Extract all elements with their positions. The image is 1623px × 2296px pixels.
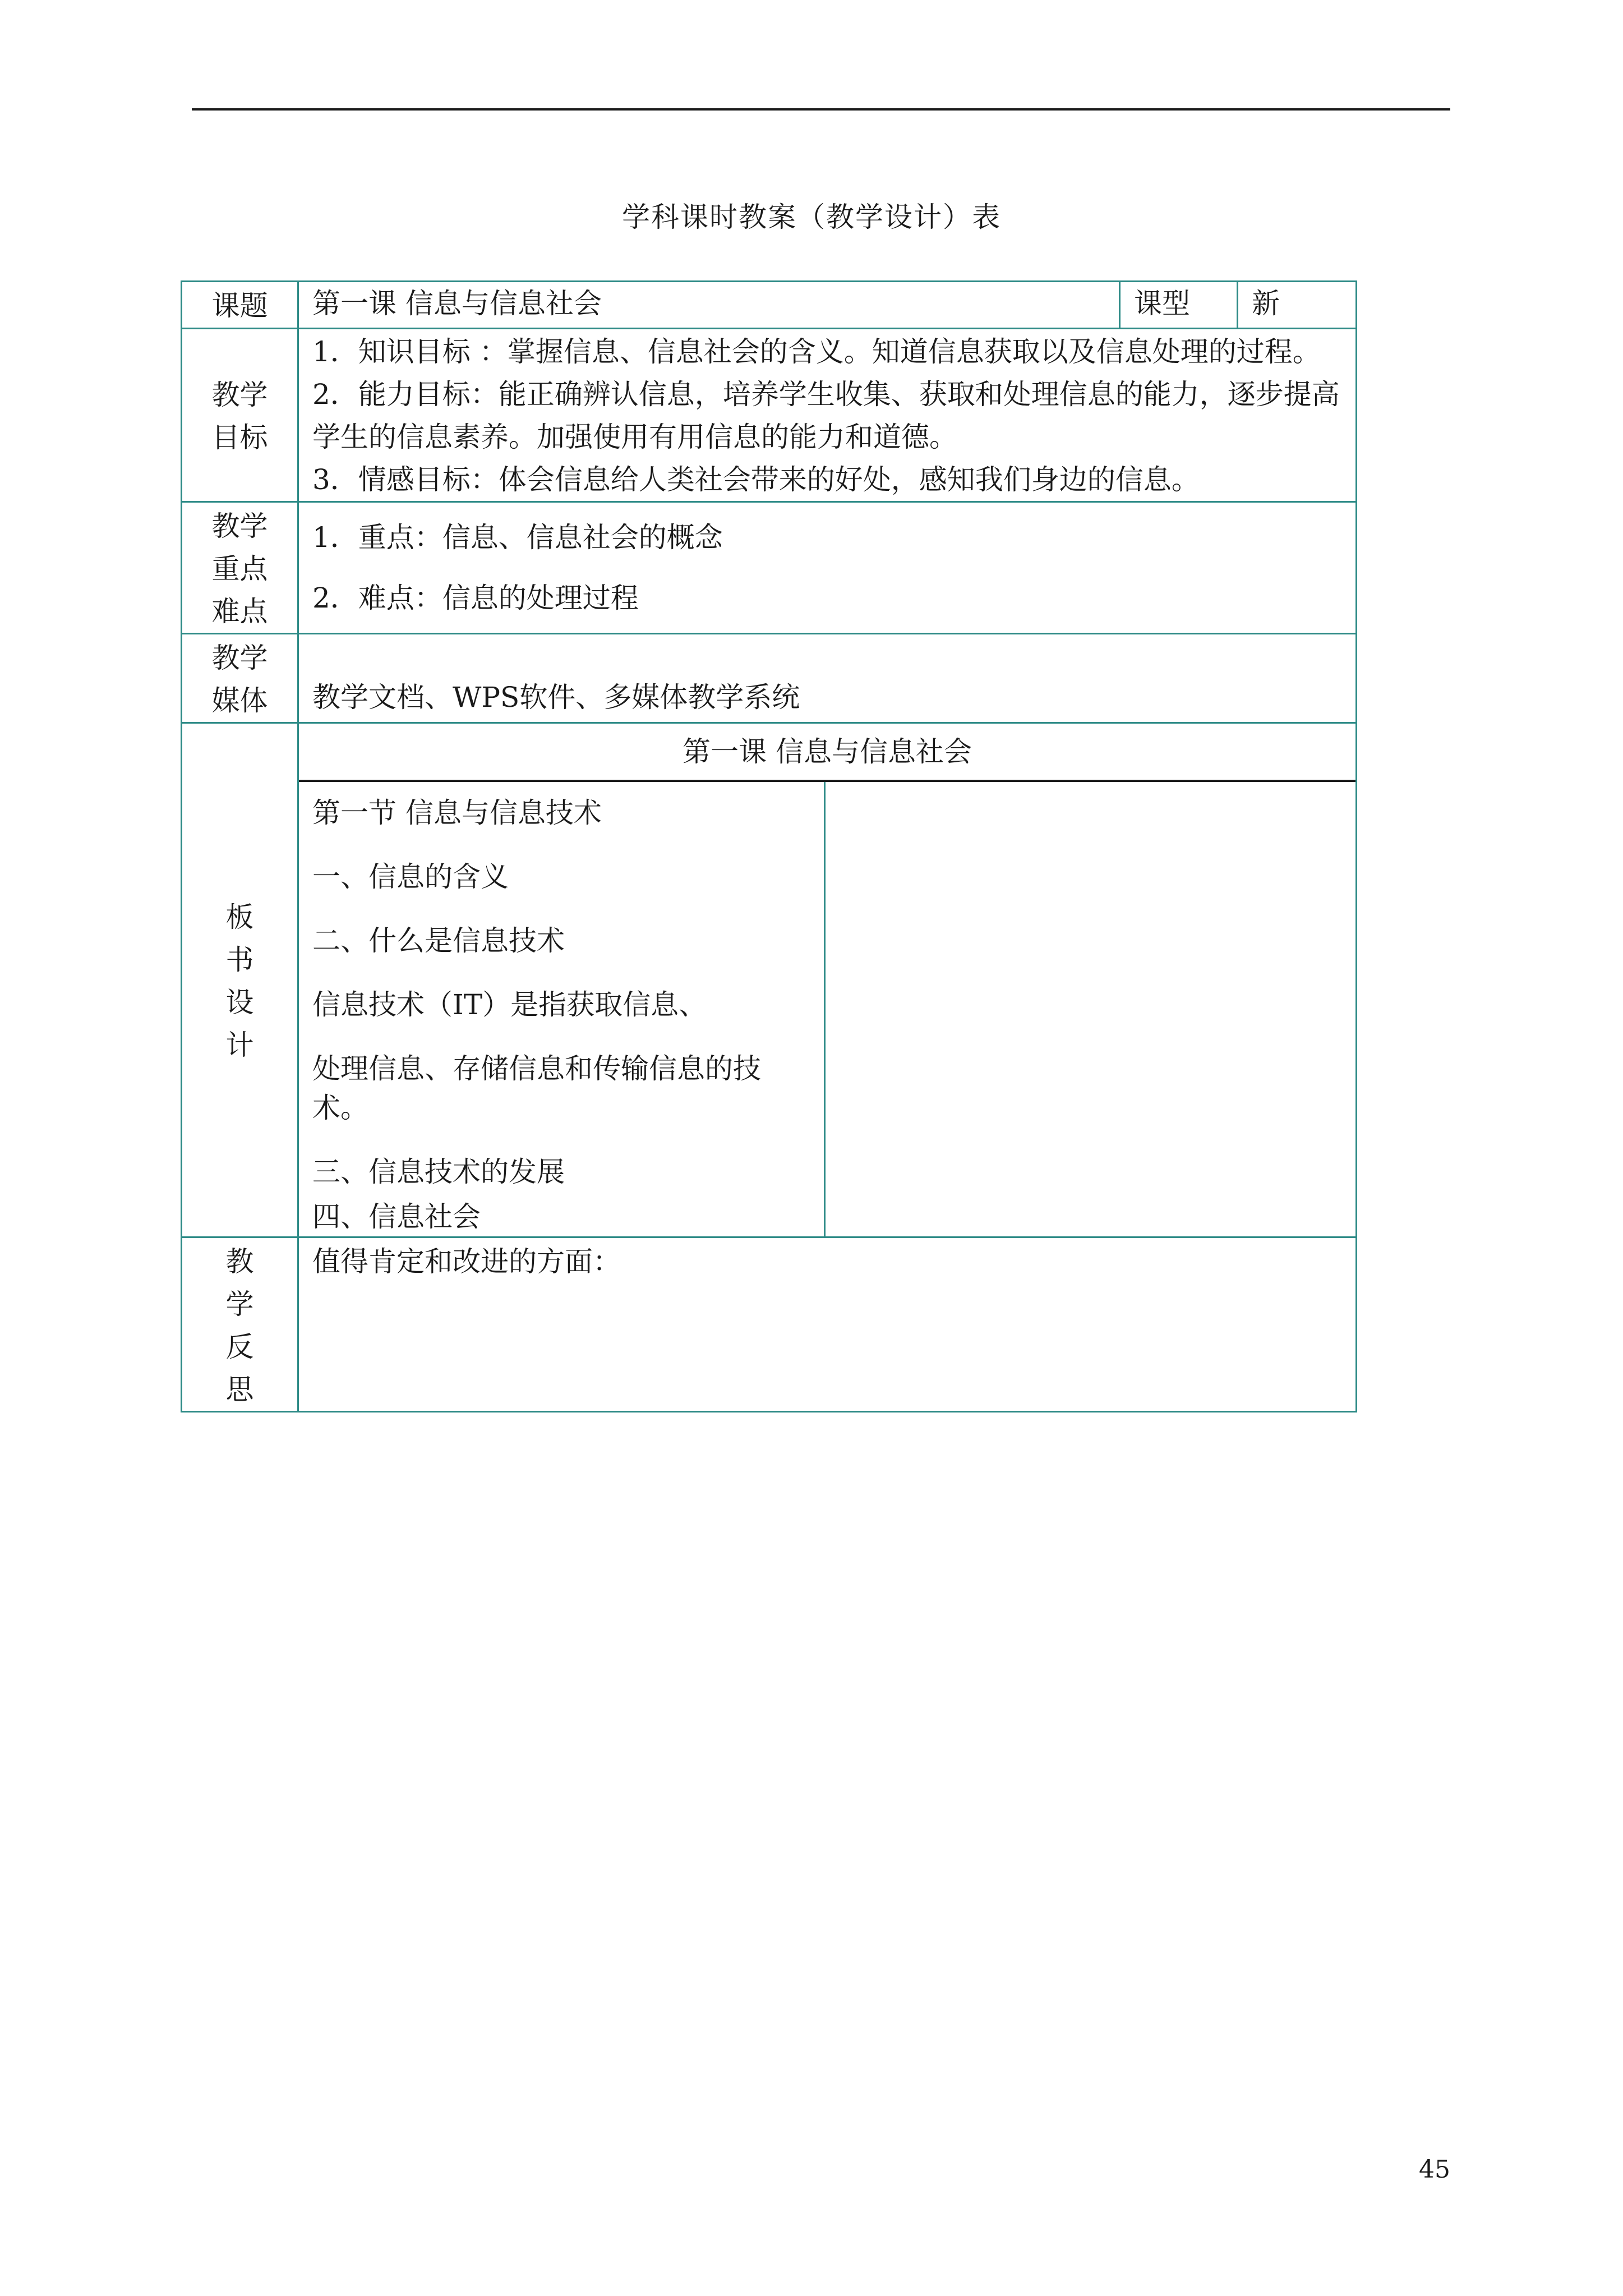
- reflection-label-char: 反: [225, 1331, 254, 1363]
- keypoints-label-line: 难点: [211, 595, 268, 628]
- board-line: 第一节 信息与信息技术: [312, 797, 602, 829]
- topic-label: 课题: [182, 282, 298, 329]
- board-content: [298, 723, 1357, 1237]
- board-blank-area: [824, 781, 1355, 1236]
- board-row: [182, 723, 1357, 1237]
- topic-row: [182, 282, 1357, 329]
- board-line: 信息技术（IT）是指获取信息、: [312, 988, 707, 1021]
- board-label-char: 设: [225, 986, 254, 1019]
- media-row: [182, 634, 1357, 723]
- board-label: [182, 723, 298, 1237]
- reflection-value: 值得肯定和改进的方面：: [298, 1237, 1357, 1412]
- reflection-label: [182, 1237, 298, 1412]
- keypoints-label: [182, 502, 298, 634]
- goal-item: 2．能力目标：能正确辨认信息，培养学生收集、获取和处理信息的能力，逐步提高学生的信息素养。加强使用有用信息的能力和道德。: [312, 378, 1340, 453]
- goals-row: [182, 329, 1357, 502]
- media-label-line: 媒体: [211, 684, 268, 717]
- goals-content: [298, 329, 1357, 502]
- board-line: 三、信息技术的发展: [312, 1156, 565, 1188]
- media-value: 教学文档、WPS软件、多媒体教学系统: [298, 634, 1357, 723]
- board-label-char: 板: [225, 901, 254, 933]
- keypoints-label-line: 重点: [211, 553, 268, 585]
- lesson-type-value: 新: [1238, 282, 1357, 329]
- header-rule: [192, 108, 1450, 111]
- board-header: 第一课 信息与信息社会: [299, 724, 1355, 781]
- reflection-label-char: 教: [225, 1245, 254, 1278]
- goals-label: [182, 329, 298, 502]
- keypoint-item: 2．难点：信息的处理过程: [312, 582, 639, 614]
- board-line: 一、信息的含义: [312, 861, 509, 893]
- page-number: 45: [1419, 2155, 1450, 2184]
- goals-label-line: 教学: [211, 379, 268, 411]
- document-title: 学科课时教案（教学设计）表: [622, 201, 1001, 233]
- board-line: 二、什么是信息技术: [312, 924, 565, 957]
- goals-label-line: 目标: [211, 421, 268, 454]
- topic-value: 第一课 信息与信息社会: [298, 282, 1120, 329]
- board-inner-table: [299, 724, 1355, 1236]
- media-label: [182, 634, 298, 723]
- keypoints-content: [298, 502, 1357, 634]
- reflection-row: [182, 1237, 1357, 1412]
- lesson-type-label: 课型: [1120, 282, 1238, 329]
- lesson-plan-table: [181, 280, 1357, 1412]
- keypoints-row: [182, 502, 1357, 634]
- board-label-char: 书: [225, 944, 254, 976]
- board-notes: [299, 781, 824, 1236]
- reflection-label-char: 思: [225, 1373, 254, 1406]
- keypoint-item: 1．重点：信息、信息社会的概念: [312, 521, 723, 554]
- board-line: 四、信息社会: [312, 1200, 481, 1233]
- media-label-line: 教学: [211, 642, 268, 674]
- keypoints-label-line: 教学: [211, 510, 268, 542]
- goal-item: 1．知识目标 ：掌握信息、信息社会的含义。知道信息获取以及信息处理的过程。: [312, 335, 1321, 368]
- reflection-label-char: 学: [225, 1288, 254, 1320]
- board-line: 处理信息、存储信息和传输信息的技术。: [312, 1052, 761, 1124]
- board-label-char: 计: [225, 1029, 254, 1061]
- goal-item: 3．情感目标：体会信息给人类社会带来的好处，感知我们身边的信息。: [312, 463, 1200, 496]
